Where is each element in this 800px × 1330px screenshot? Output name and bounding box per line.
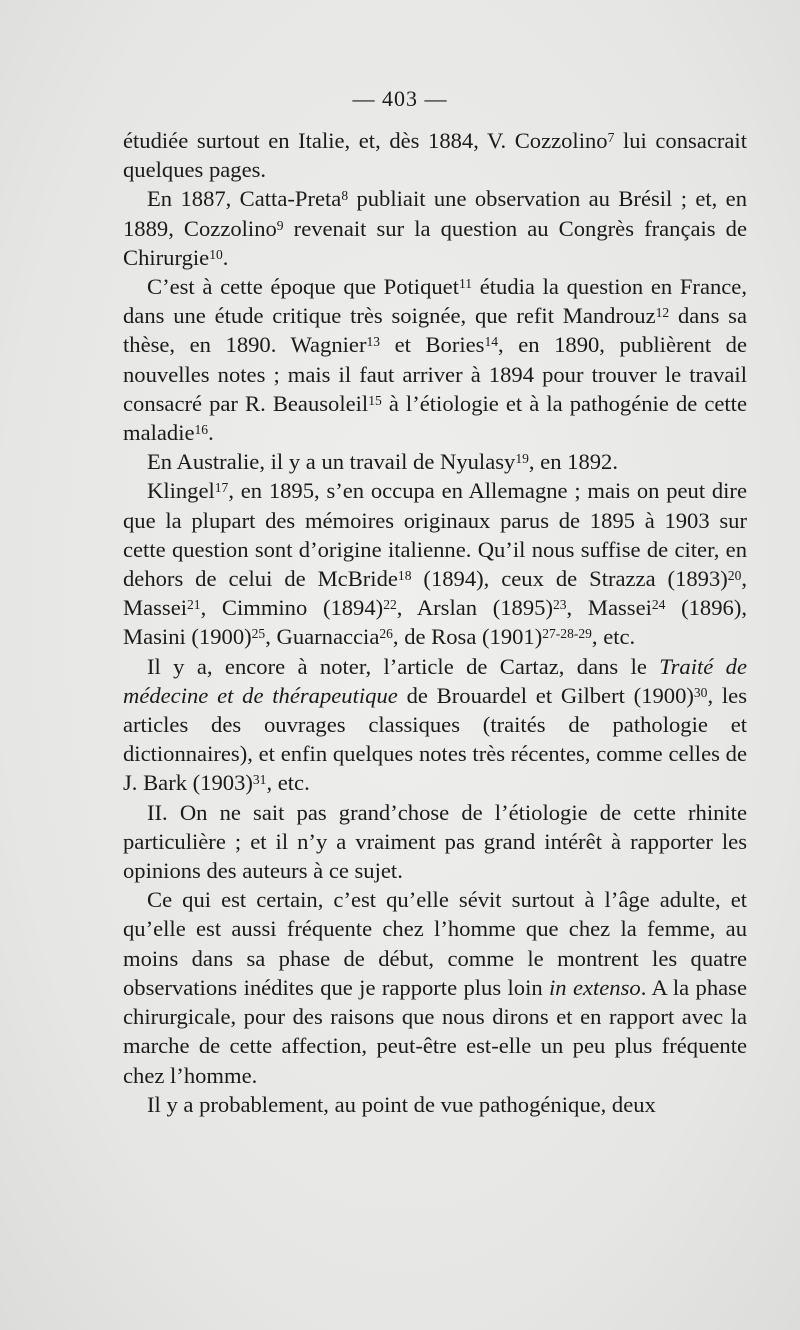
paragraph: En Australie, il y a un travail de Nyulasy$^{19}$, en 1892. xyxy=(147,449,618,475)
body-text xyxy=(123,126,747,1119)
paragraph: Il y a probablement, au point de vue pathogénique, deux xyxy=(147,1091,656,1117)
page-number: — 403 — xyxy=(352,86,448,111)
paragraph: II. On ne sait pas grand’chose de l’étiologie de cette rhinite particulière ; et il n’y a vraiment pas grand intérêt à rapporter les opinions des auteurs à ce sujet. xyxy=(123,799,747,884)
paragraph: Klingel$^{17}$, en 1895, s’en occupa en Allemagne ; mais on peut dire que la plupart des mémoires originaux parus de 1895 à 1903 sur cette question sont d’origine italienne. Qu’il nous suffise de citer, en dehors de celui de McBride$^{18}$ (1894), ceux de Strazza $(1893)^{20}$, Massei$^{21}$, Cimmino $(1894)^{22}$, Arslan $(1895)^{23}$, Massei$^{24}$ (1896), Masini $(1900)^{25}$, Guarnaccia$^{26}$, de Rosa $(1901)^{27-28-29}$, etc. xyxy=(123,478,747,650)
paragraph: En 1887, Catta-Preta$^8$ publiait une observation au Brésil ; et, en 1889, Cozzolino$^9$ revenait sur la question au Congrès français de Chirurgie$^{10}$. xyxy=(123,186,747,270)
paragraph: Il y a, encore à noter, l’article de Cartaz, dans le Traité de médecine et de thérapeutique de Brouardel et Gilbert $(1900)^{30}$, les articles des ouvrages classiques (traités de pathologie et dictionnaires), et enfin quelques notes très récentes, comme celles de J. Bark $(1903)^{31}$, etc. xyxy=(123,653,747,796)
paragraph: étudiée surtout en Italie, et, dès 1884, V. Cozzolino$^7$ lui consacrait quelques pages. xyxy=(123,128,747,183)
paragraph: C’est à cette époque que Potiquet$^{11}$ étudia la question en France, dans une étude critique très soignée, que refit Mandrouz$^{12}$ dans sa thèse, en 1890. Wagnier$^{13}$ et Bories$^{14}$, en 1890, publièrent de nouvelles notes ; mais il faut arriver à 1894 pour trouver le travail consacré par R. Beausoleil$^{15}$ à l’étiologie et à la pathogénie de cette maladie$^{16}$. xyxy=(123,274,747,446)
paragraph: Ce qui est certain, c’est qu’elle sévit surtout à l’âge adulte, et qu’elle est aussi fréquente chez l’homme que chez la femme, au moins dans sa phase de début, comme le montrent les quatre observations inédites que je rapporte plus loin in extenso. A la phase chirurgicale, pour des raisons que nous dirons et en rapport avec la marche de cette affection, peut-être est-elle un peu plus fréquente chez l’homme. xyxy=(123,887,747,1088)
